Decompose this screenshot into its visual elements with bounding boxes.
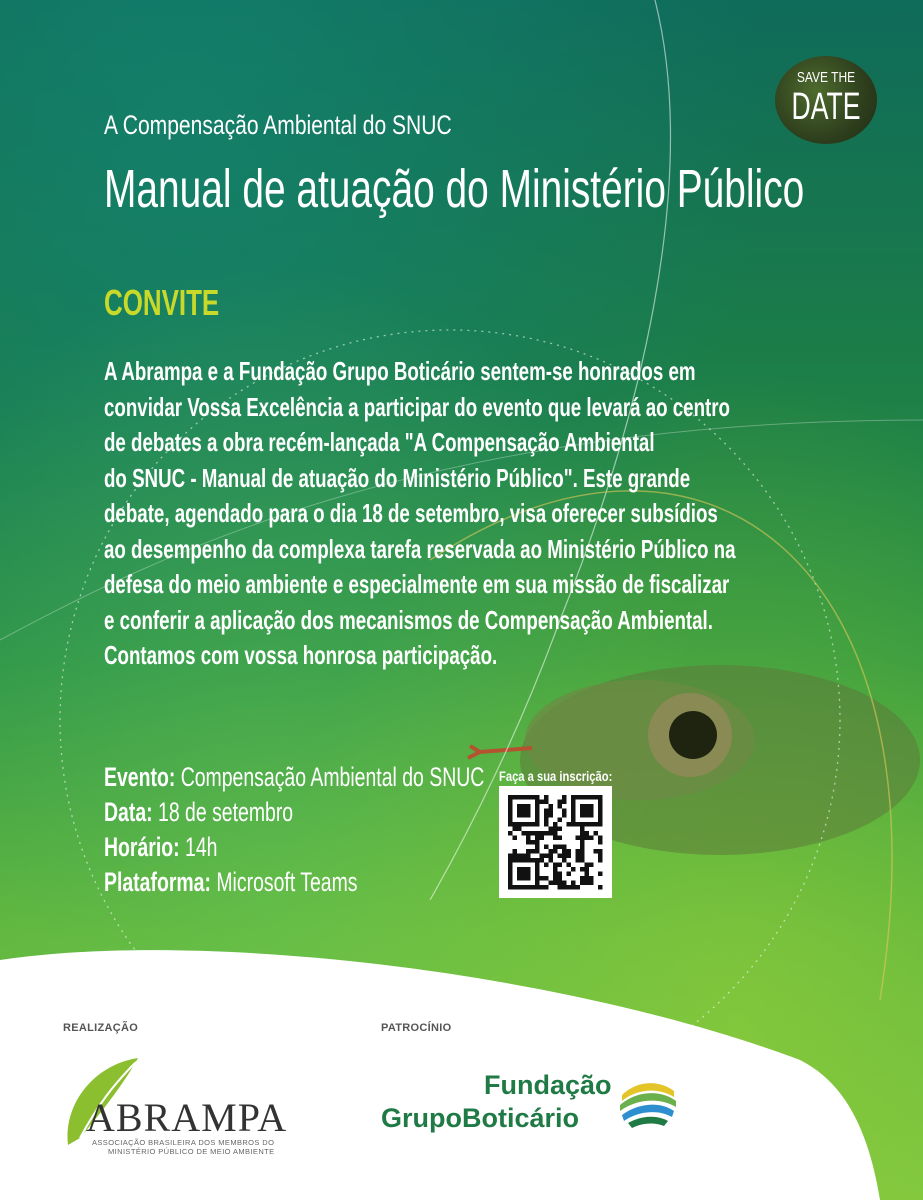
plataforma-value: Microsoft Teams — [216, 867, 358, 897]
supertitle: A Compensação Ambiental do SNUC — [104, 110, 452, 140]
abrampa-subtitle-1: ASSOCIAÇÃO BRASILEIRA DOS MEMBROS DO — [92, 1138, 275, 1147]
invite-line: do SNUC - Manual de atuação do Ministério Público". Este grande — [104, 462, 691, 493]
sponsor-name-line1: Fundação — [484, 1070, 612, 1100]
invite-line: de debates a obra recém-lançada "A Compensação Ambiental — [104, 427, 655, 457]
page-title: Manual de atuação do Ministério Público — [104, 159, 805, 219]
horario-value: 14h — [185, 832, 218, 862]
evento-value: Compensação Ambiental do SNUC — [180, 762, 485, 792]
invite-line: ao desempenho da complexa tarefa reservada ao Ministério Público na — [104, 533, 736, 564]
horario-label: Horário: — [104, 832, 180, 862]
data-label: Data: — [104, 797, 153, 827]
invite-line: Contamos com vossa honrosa participação. — [104, 640, 498, 670]
invite-line: e conferir a aplicação dos mecanismos de Compensação Ambiental. — [104, 604, 713, 635]
data-value: 18 de setembro — [158, 797, 294, 827]
invite-line: defesa do meio ambiente e especialmente em sua missão de fiscalizar — [104, 569, 730, 599]
patrocinio-label: PATROCÍNIO — [381, 1022, 452, 1034]
badge-line1: SAVE THE — [796, 69, 856, 86]
boticario-globe-icon — [616, 1073, 678, 1133]
badge-line2: DATE — [791, 86, 861, 128]
invite-line: convidar Vossa Excelência a participar do evento que levará ao centro — [104, 391, 730, 422]
realizacao-label: REALIZAÇÃO — [63, 1022, 139, 1034]
plataforma-label: Plataforma: — [104, 867, 211, 897]
abrampa-logo-text: ABRAMPA — [86, 1095, 288, 1140]
registration-label: Faça a sua inscrição: — [499, 768, 613, 784]
abrampa-subtitle-2: MINISTÉRIO PÚBLICO DE MEIO AMBIENTE — [108, 1147, 275, 1156]
sponsor-name-line2: GrupoBoticário — [381, 1103, 580, 1133]
invite-line: debate, agendado para o dia 18 de setembro, visa oferecer subsídios — [104, 498, 718, 528]
invite-line: A Abrampa e a Fundação Grupo Boticário sentem-se honrados em — [104, 356, 696, 386]
invite-heading: CONVITE — [104, 282, 220, 323]
evento-label: Evento: — [104, 762, 176, 792]
